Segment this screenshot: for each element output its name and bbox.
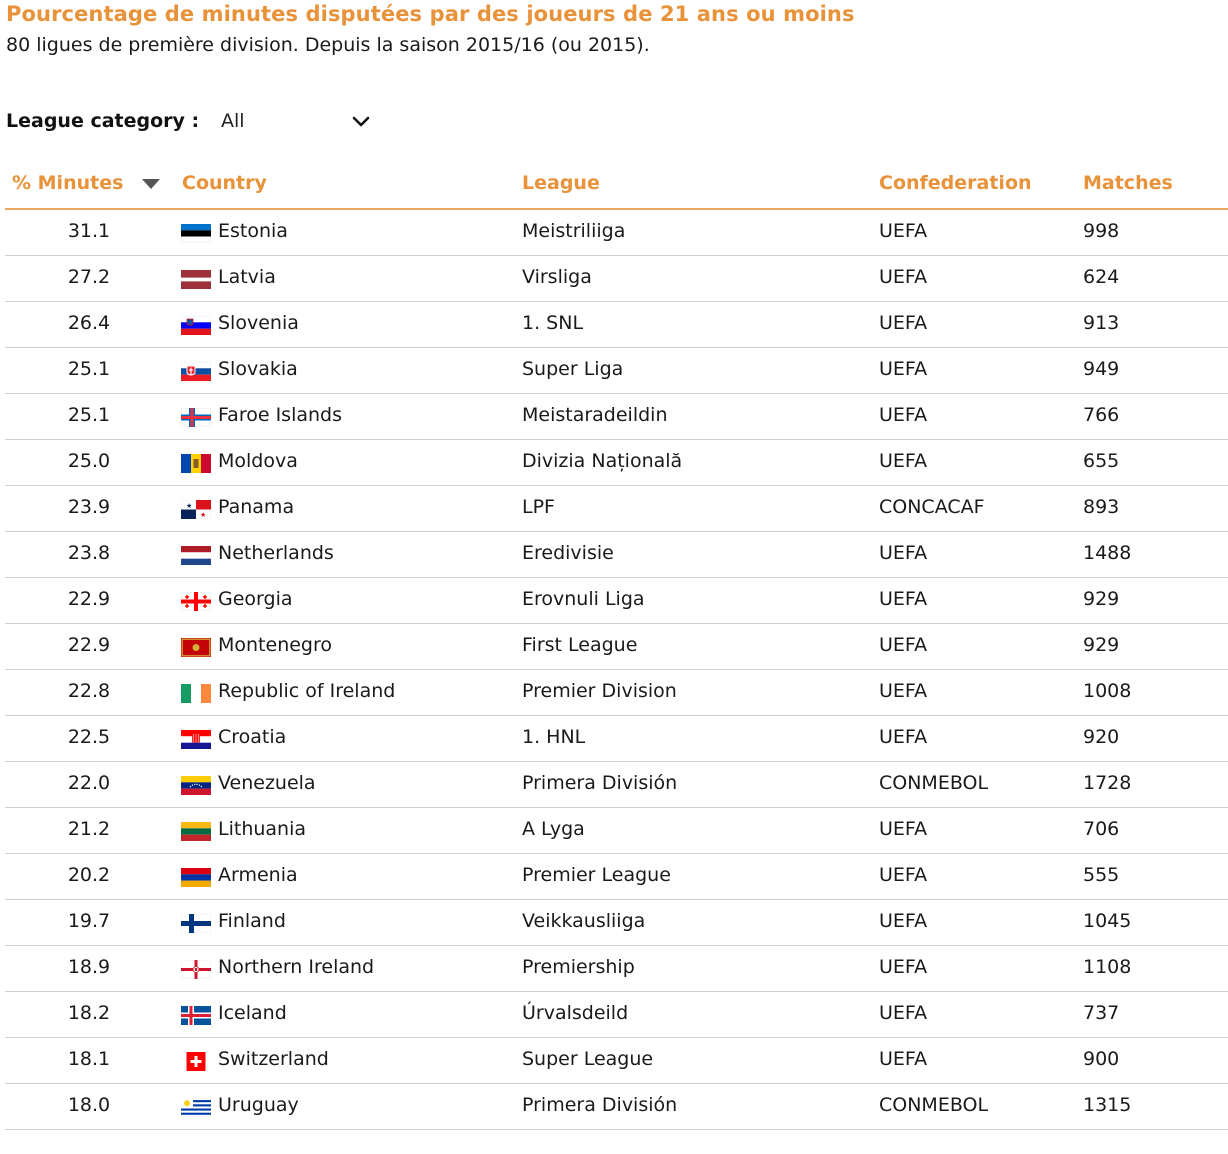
league-cell: 1. SNL [522, 312, 584, 334]
minutes-cell: 22.9 [67, 588, 111, 610]
minutes-cell: 22.8 [67, 680, 111, 702]
matches-cell: 929 [1083, 634, 1120, 656]
confederation-cell: UEFA [879, 404, 928, 426]
column-header-league[interactable]: League [522, 172, 600, 194]
minutes-cell: 22.0 [67, 772, 111, 794]
league-category-value: All [221, 110, 245, 132]
matches-cell: 1045 [1083, 910, 1132, 932]
matches-cell: 1488 [1083, 542, 1132, 564]
table-row [5, 854, 1228, 900]
league-cell: Úrvalsdeild [522, 1002, 629, 1024]
league-cell: A Lyga [522, 818, 585, 840]
panama-flag-icon [181, 500, 211, 519]
league-cell: First League [522, 634, 638, 656]
slovenia-flag-icon [181, 316, 211, 335]
matches-cell: 929 [1083, 588, 1120, 610]
slovakia-flag-icon [181, 362, 211, 381]
league-cell: Divizia Națională [522, 450, 683, 472]
confederation-cell: UEFA [879, 588, 928, 610]
country-cell: Switzerland [218, 1048, 329, 1070]
minutes-cell: 21.2 [67, 818, 111, 840]
matches-cell: 737 [1083, 1002, 1120, 1024]
minutes-cell: 26.4 [67, 312, 111, 334]
country-cell: Faroe Islands [218, 404, 343, 426]
table-row [5, 808, 1228, 854]
country-cell: Venezuela [218, 772, 316, 794]
matches-cell: 1008 [1083, 680, 1132, 702]
country-cell: Panama [218, 496, 295, 518]
matches-cell: 706 [1083, 818, 1120, 840]
confederation-cell: UEFA [879, 542, 928, 564]
confederation-cell: UEFA [879, 450, 928, 472]
matches-cell: 766 [1083, 404, 1120, 426]
matches-cell: 893 [1083, 496, 1120, 518]
league-cell: Primera División [522, 1094, 678, 1116]
league-cell: Meistaradeildin [522, 404, 668, 426]
league-cell: 1. HNL [522, 726, 586, 748]
netherlands-flag-icon [181, 546, 211, 565]
table-body [5, 210, 1228, 1130]
minutes-cell: 25.0 [67, 450, 111, 472]
confederation-cell: UEFA [879, 680, 928, 702]
svg-text:★: ★ [186, 502, 193, 510]
matches-cell: 1315 [1083, 1094, 1132, 1116]
page-subtitle: 80 ligues de première division. Depuis la saison 2015/16 (ou 2015). [6, 34, 650, 56]
table-row [5, 946, 1228, 992]
confederation-cell: UEFA [879, 818, 928, 840]
table-row [5, 210, 1228, 256]
league-cell: Premier Division [522, 680, 677, 702]
montenegro-flag-icon [181, 638, 211, 657]
latvia-flag-icon [181, 270, 211, 289]
matches-cell: 949 [1083, 358, 1120, 380]
column-header-matches[interactable]: Matches [1083, 172, 1173, 194]
table-header [5, 164, 1228, 210]
country-cell: Croatia [218, 726, 287, 748]
iceland-flag-icon [181, 1006, 211, 1025]
switzerland-flag-icon [181, 1052, 211, 1071]
confederation-cell: UEFA [879, 266, 928, 288]
matches-cell: 900 [1083, 1048, 1120, 1070]
league-cell: Virsliga [522, 266, 592, 288]
confederation-cell: UEFA [879, 1048, 928, 1070]
confederation-cell: UEFA [879, 864, 928, 886]
minutes-cell: 23.8 [67, 542, 111, 564]
league-category-filter [6, 106, 199, 136]
league-cell: Primera División [522, 772, 678, 794]
league-cell: LPF [522, 496, 555, 518]
matches-cell: 624 [1083, 266, 1120, 288]
venezuela-flag-icon [181, 776, 211, 795]
confederation-cell: CONMEBOL [879, 772, 989, 794]
column-header-confederation[interactable]: Confederation [879, 172, 1032, 194]
league-cell: Meistriliiga [522, 220, 626, 242]
country-cell: Netherlands [218, 542, 334, 564]
confederation-cell: UEFA [879, 956, 928, 978]
table-row [5, 348, 1228, 394]
country-cell: Latvia [218, 266, 276, 288]
minutes-cell: 18.9 [67, 956, 111, 978]
country-cell: Slovenia [218, 312, 299, 334]
svg-text:★: ★ [200, 511, 207, 519]
country-cell: Slovakia [218, 358, 298, 380]
country-cell: Moldova [218, 450, 298, 472]
table-row [5, 394, 1228, 440]
minutes-cell: 27.2 [67, 266, 111, 288]
column-header-country[interactable]: Country [182, 172, 267, 194]
minutes-cell: 31.1 [67, 220, 111, 242]
matches-cell: 555 [1083, 864, 1120, 886]
country-cell: Iceland [218, 1002, 287, 1024]
estonia-flag-icon [181, 224, 211, 243]
table-row [5, 486, 1228, 532]
table-row [5, 440, 1228, 486]
country-cell: Georgia [218, 588, 293, 610]
country-cell: Northern Ireland [218, 956, 375, 978]
league-cell: Super Liga [522, 358, 624, 380]
league-cell: Erovnuli Liga [522, 588, 645, 610]
confederation-cell: UEFA [879, 726, 928, 748]
results-table [5, 164, 1228, 1130]
northern-ireland-flag-icon [181, 960, 211, 979]
table-row [5, 302, 1228, 348]
sort-descending-icon[interactable] [142, 179, 160, 189]
league-cell: Eredivisie [522, 542, 614, 564]
matches-cell: 913 [1083, 312, 1120, 334]
minutes-cell: 19.7 [67, 910, 111, 932]
matches-cell: 920 [1083, 726, 1120, 748]
country-cell: Uruguay [218, 1094, 299, 1116]
country-cell: Estonia [218, 220, 288, 242]
minutes-cell: 22.5 [67, 726, 111, 748]
lithuania-flag-icon [181, 822, 211, 841]
league-cell: Premier League [522, 864, 671, 886]
column-header-minutes[interactable]: % Minutes [12, 172, 124, 194]
league-cell: Premiership [522, 956, 635, 978]
minutes-cell: 18.2 [67, 1002, 111, 1024]
moldova-flag-icon [181, 454, 211, 473]
table-row [5, 992, 1228, 1038]
table-row [5, 256, 1228, 302]
minutes-cell: 22.9 [67, 634, 111, 656]
filter-label: League category : [6, 110, 200, 132]
chevron-down-icon [350, 110, 372, 132]
minutes-cell: 18.1 [67, 1048, 111, 1070]
minutes-cell: 25.1 [67, 404, 111, 426]
georgia-flag-icon [181, 592, 211, 611]
ireland-flag-icon [181, 684, 211, 703]
confederation-cell: UEFA [879, 634, 928, 656]
confederation-cell: UEFA [879, 312, 928, 334]
table-row [5, 670, 1228, 716]
minutes-cell: 20.2 [67, 864, 111, 886]
finland-flag-icon [181, 914, 211, 933]
confederation-cell: UEFA [879, 220, 928, 242]
country-cell: Finland [218, 910, 286, 932]
table-row [5, 716, 1228, 762]
faroe-flag-icon [181, 408, 211, 427]
minutes-cell: 18.0 [67, 1094, 111, 1116]
confederation-cell: UEFA [879, 1002, 928, 1024]
confederation-cell: UEFA [879, 358, 928, 380]
page-title: Pourcentage de minutes disputées par des joueurs de 21 ans ou moins [6, 2, 855, 26]
armenia-flag-icon [181, 868, 211, 887]
confederation-cell: UEFA [879, 910, 928, 932]
table-row [5, 532, 1228, 578]
country-cell: Montenegro [218, 634, 333, 656]
minutes-cell: 23.9 [67, 496, 111, 518]
country-cell: Republic of Ireland [218, 680, 396, 702]
confederation-cell: CONCACAF [879, 496, 985, 518]
confederation-cell: CONMEBOL [879, 1094, 989, 1116]
table-row [5, 578, 1228, 624]
uruguay-flag-icon [181, 1098, 211, 1117]
country-cell: Armenia [218, 864, 298, 886]
table-row [5, 900, 1228, 946]
croatia-flag-icon [181, 730, 211, 749]
league-cell: Super League [522, 1048, 654, 1070]
table-row [5, 1084, 1228, 1130]
table-row [5, 624, 1228, 670]
table-row [5, 762, 1228, 808]
matches-cell: 655 [1083, 450, 1120, 472]
matches-cell: 998 [1083, 220, 1120, 242]
matches-cell: 1728 [1083, 772, 1132, 794]
league-cell: Veikkausliiga [522, 910, 646, 932]
table-row [5, 1038, 1228, 1084]
league-category-select[interactable] [221, 106, 381, 136]
country-cell: Lithuania [218, 818, 307, 840]
matches-cell: 1108 [1083, 956, 1132, 978]
minutes-cell: 25.1 [67, 358, 111, 380]
